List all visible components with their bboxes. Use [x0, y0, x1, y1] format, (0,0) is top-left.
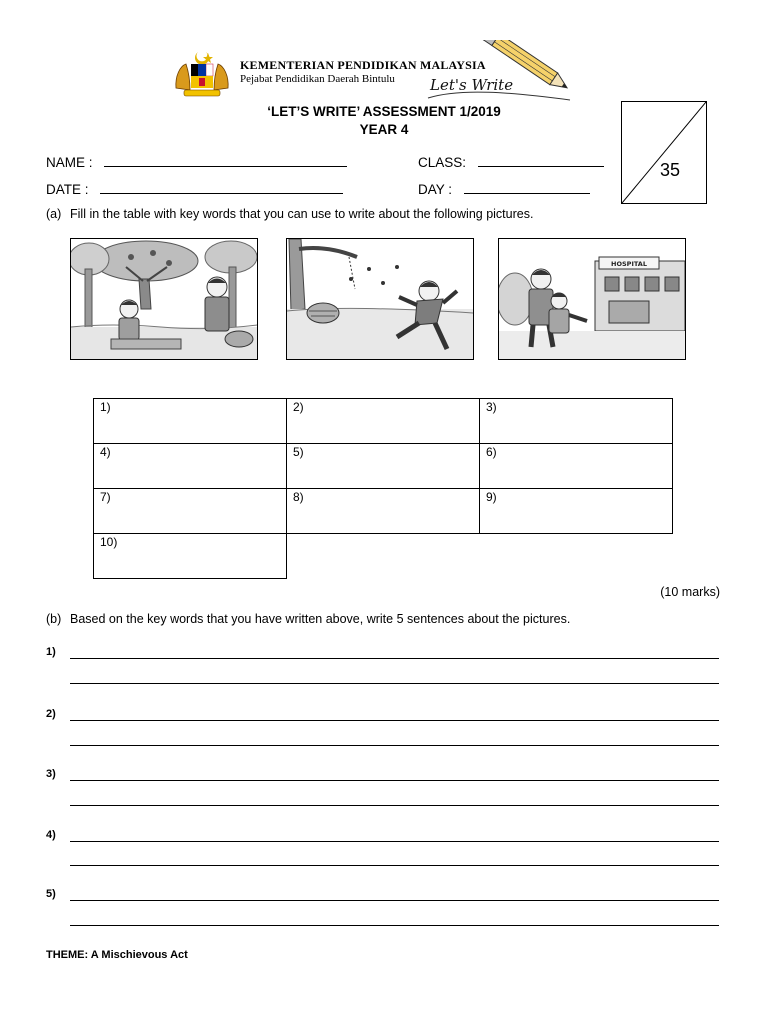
- date-blank[interactable]: [100, 181, 343, 194]
- key-word-cell-9[interactable]: 9): [480, 489, 673, 534]
- day-blank[interactable]: [464, 181, 590, 194]
- sentence-line[interactable]: [70, 658, 719, 659]
- name-blank[interactable]: [104, 154, 347, 167]
- theme-footer: THEME: A Mischievous Act: [46, 949, 188, 961]
- section-b-instruction: [46, 612, 570, 626]
- section-b-letter: (b): [46, 612, 62, 626]
- sentence-line[interactable]: [70, 900, 719, 901]
- key-word-cell-7[interactable]: 7): [94, 489, 287, 534]
- key-word-cell-4[interactable]: 4): [94, 444, 287, 489]
- key-word-cell-10[interactable]: 10): [94, 534, 287, 579]
- sentence-line[interactable]: [70, 745, 719, 746]
- picture-1-fruit-tree: [70, 238, 258, 360]
- key-word-cell-6[interactable]: 6): [480, 444, 673, 489]
- table-row: [94, 489, 673, 534]
- table-row: [94, 399, 673, 444]
- key-word-cell-8[interactable]: 8): [287, 489, 480, 534]
- key-word-cell-2[interactable]: 2): [287, 399, 480, 444]
- score-total: 35: [660, 160, 681, 180]
- day-field[interactable]: [418, 181, 590, 197]
- hospital-sign-text: HOSPITAL: [611, 260, 647, 268]
- section-a-letter: (a): [46, 207, 62, 221]
- sentence-line[interactable]: [70, 683, 719, 684]
- sentence-line[interactable]: [70, 780, 719, 781]
- section-a-marks: (10 marks): [660, 585, 720, 599]
- date-field[interactable]: [46, 181, 343, 197]
- name-label: NAME :: [46, 155, 93, 170]
- key-words-table: [93, 398, 673, 579]
- table-row: [94, 534, 673, 579]
- sentence-line[interactable]: [70, 720, 719, 721]
- section-b-text: Based on the key words that you have written above, write 5 sentences about the pictures.: [70, 612, 571, 626]
- title-line-2: YEAR 4: [359, 122, 409, 137]
- title-line-1: ‘LET’S WRITE’ ASSESSMENT 1/2019: [267, 104, 501, 119]
- sentence-line[interactable]: [70, 841, 719, 842]
- section-a-text: Fill in the table with key words that you can use to write about the following pictures.: [70, 207, 534, 221]
- name-field[interactable]: [46, 154, 347, 170]
- ministry-name: KEMENTERIAN PENDIDIKAN MALAYSIA: [240, 58, 486, 72]
- picture-3-hospital: [498, 238, 686, 360]
- sentence-line[interactable]: [70, 865, 719, 866]
- district-office-name: Pejabat Pendidikan Daerah Bintulu: [240, 73, 395, 85]
- section-a-instruction: [46, 207, 533, 221]
- day-label: DAY :: [418, 182, 453, 197]
- key-word-cell-3[interactable]: 3): [480, 399, 673, 444]
- class-label: CLASS:: [418, 155, 467, 170]
- key-word-cell-5[interactable]: 5): [287, 444, 480, 489]
- sentence-line[interactable]: [70, 805, 719, 806]
- sentence-number-1: 1): [46, 646, 56, 658]
- sentence-line[interactable]: [70, 925, 719, 926]
- logo-text: Let's Write: [430, 76, 514, 94]
- date-label: DATE :: [46, 182, 89, 197]
- class-field[interactable]: [418, 154, 604, 170]
- sentence-number-2: 2): [46, 708, 56, 720]
- empty-cell: [480, 534, 673, 579]
- score-box[interactable]: [621, 101, 707, 204]
- sentence-number-5: 5): [46, 888, 56, 900]
- table-row: [94, 444, 673, 489]
- malaysia-crest-logo: [172, 48, 232, 98]
- class-blank[interactable]: [478, 154, 604, 167]
- sentence-number-3: 3): [46, 768, 56, 780]
- sentence-number-4: 4): [46, 829, 56, 841]
- key-word-cell-1[interactable]: 1): [94, 399, 287, 444]
- picture-2-boy-running-from-bees: [286, 238, 474, 360]
- lets-write-pencil-logo: [420, 40, 580, 104]
- empty-cell: [287, 534, 480, 579]
